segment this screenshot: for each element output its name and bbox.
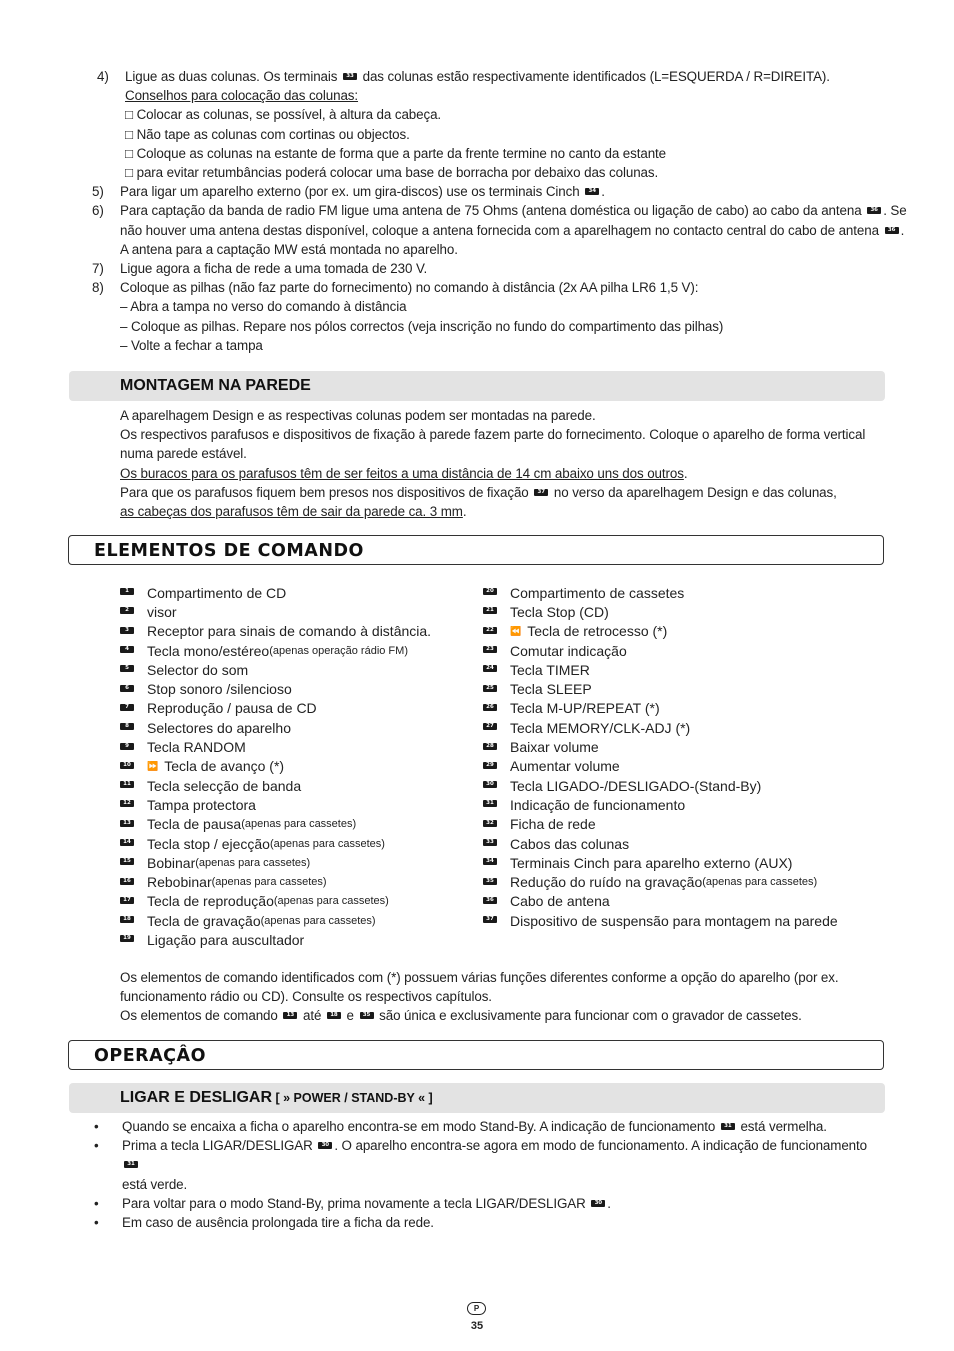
ref-badge: 33 [483, 839, 497, 846]
step-sub [120, 297, 912, 316]
text: Os elementos de comando [120, 1008, 282, 1024]
step-number: 4) [97, 69, 109, 84]
setup-step [92, 278, 912, 355]
punct: . [462, 504, 467, 520]
power-subheading [120, 1089, 433, 1107]
control-item [120, 679, 480, 698]
step-sub [125, 125, 912, 144]
ref-badge: 31 [483, 800, 497, 807]
control-item [483, 795, 883, 814]
ref-badge: 3 [120, 627, 134, 634]
control-item [120, 795, 480, 814]
step-number: 5) [92, 184, 104, 200]
step-number: 6) [92, 203, 104, 219]
text: Para que os parafusos fiquem bem presos nos dispositivos de fixação [120, 484, 533, 500]
control-label: Rebobinar [147, 874, 212, 891]
text: Em caso de ausência prolongada tire a ficha da rede. [122, 1215, 434, 1231]
punct: . [683, 465, 688, 481]
text-line [122, 1194, 882, 1213]
control-item [483, 602, 883, 621]
control-label: Tecla RANDOM [147, 739, 246, 756]
control-item [120, 815, 480, 834]
ref-badge: 37 [534, 489, 548, 496]
setup-step [92, 259, 912, 278]
control-label: Tecla de avanço (*) [164, 758, 285, 775]
step-body [120, 259, 912, 278]
control-label: Cabos das colunas [510, 835, 630, 852]
control-label: Tecla mono/estéreo [147, 642, 270, 659]
control-label: Redução do ruído na gravação [510, 874, 703, 891]
control-item [120, 737, 480, 756]
setup-step [92, 67, 912, 182]
ref-badge: 35 [360, 1012, 374, 1019]
control-note: (apenas para cassetes) [269, 837, 385, 850]
mount-text [120, 406, 880, 521]
ref-badge: 36 [885, 227, 899, 234]
step-sub-line: □ Colocar as colunas, se possível, à altura da cabeça. [125, 107, 442, 123]
ref-badge: 25 [483, 685, 497, 692]
ref-badge: 19 [120, 935, 134, 942]
ref-badge: 26 [483, 704, 497, 711]
ref-badge: 33 [343, 73, 357, 80]
step-body [120, 201, 912, 259]
control-label: Tampa protectora [147, 796, 256, 813]
controls-heading-bar [68, 535, 884, 565]
control-label: Tecla SLEEP [510, 681, 592, 698]
step-sub-line: – Volte a fechar a tampa [120, 337, 263, 353]
text: Ligue agora a ficha de rede a uma tomada de 230 V. [120, 261, 428, 277]
mount-line [120, 502, 880, 521]
ref-badge: 20 [483, 588, 497, 595]
text-line [122, 1175, 882, 1194]
control-label: Stop sonoro /silencioso [147, 681, 292, 698]
setup-step [92, 201, 912, 259]
control-item [120, 660, 480, 679]
ref-badge: 30 [318, 1142, 332, 1149]
step-sub [125, 144, 912, 163]
ref-badge: 27 [483, 723, 497, 730]
note-line: Os elementos de comando identificados com (*) possuem várias funções diferentes conforme a opção do aparelho (por ex. [120, 970, 839, 985]
control-item [483, 757, 883, 776]
control-item [483, 853, 883, 872]
note-line: funcionamento rádio ou CD). Consulte os respectivos capítulos. [120, 989, 492, 1005]
bullet-dot: • [94, 1195, 99, 1211]
control-item [120, 892, 480, 911]
step-sub-line: Conselhos para colocação das colunas: [125, 88, 359, 104]
controls-column-right [483, 583, 883, 930]
ref-badge: 8 [120, 723, 134, 730]
ref-badge: 13 [120, 820, 134, 827]
control-item [483, 583, 883, 602]
ref-badge: 17 [120, 897, 134, 904]
control-item [483, 834, 883, 853]
control-label: Bobinar [147, 854, 196, 871]
ref-badge: 37 [483, 916, 497, 923]
step-body [120, 182, 912, 201]
control-label: visor [147, 603, 177, 620]
step-sub [120, 317, 912, 336]
ref-badge: 11 [120, 781, 134, 788]
text: Para ligar um aparelho externo (por ex. um gira-discos) use os terminais Cinch [120, 184, 584, 200]
step-sub [120, 336, 912, 355]
control-item [483, 660, 883, 679]
control-label: Tecla LIGADO-/DESLIGADO-(Stand-By) [510, 777, 762, 794]
setup-steps [92, 67, 912, 355]
arrow-icon: ⏩ [147, 760, 159, 771]
text-line [120, 201, 912, 220]
step-sub-line: □ Coloque as colunas na estante de forma que a parte da frente termine no canto da estante [125, 145, 667, 161]
step-sub-line: – Coloque as pilhas. Repare nos pólos correctos (veja inscrição no fundo do compartimento das pilhas) [120, 318, 724, 334]
controls-note [120, 968, 880, 1026]
ref-badge: 31 [721, 1123, 735, 1130]
text: Para captação da banda de radio FM ligue uma antena de 75 Ohms (antena doméstica ou ligação de cabo) ao cabo da antena [120, 203, 866, 219]
mount-line: Os respectivos parafusos e dispositivos de fixação à parede fazem parte do fornecimento. Coloque o aparelho de forma vertical [120, 427, 866, 443]
subheading-text: LIGAR E DESLIGAR [120, 1089, 273, 1106]
ref-badge: 36 [867, 207, 881, 214]
note-line [120, 1006, 880, 1025]
page-number: 35 [470, 1320, 484, 1332]
ref-badge: 22 [483, 627, 497, 634]
text: está vermelha. [736, 1119, 827, 1134]
controls-heading: ELEMENTOS DE COMANDO [94, 541, 364, 561]
control-label: Compartimento de cassetes [510, 584, 685, 601]
mount-line [120, 464, 880, 483]
step-sub [125, 163, 912, 182]
control-item [483, 872, 883, 891]
setup-step [92, 182, 912, 201]
bullet-body [122, 1136, 882, 1194]
control-label: Compartimento de CD [147, 584, 287, 601]
ref-badge: 13 [283, 1012, 297, 1019]
control-label: Tecla stop / ejecção [147, 835, 270, 852]
control-label: Selector do som [147, 661, 249, 678]
step-sub-line: □ Não tape as colunas com cortinas ou objectos. [125, 126, 410, 142]
control-note: (apenas para cassetes) [260, 914, 376, 927]
control-item [483, 699, 883, 718]
text: e [342, 1008, 358, 1024]
control-label: Tecla M-UP/REPEAT (*) [510, 700, 660, 717]
control-label: Aumentar volume [510, 758, 620, 775]
control-label: Tecla Stop (CD) [510, 603, 609, 620]
control-label: Ligação para auscultador [147, 931, 305, 948]
text: não houver uma antena destas disponível, coloque a antena fornecida com a aparelhagem no contacto central do cabo de antena [120, 222, 883, 238]
control-note: (apenas para cassetes) [273, 895, 389, 908]
text: Coloque as pilhas (não faz parte do fornecimento) no comando à distância (2x AA pilha LR6 1,5 V): [120, 280, 699, 296]
text: . [900, 222, 905, 238]
arrow-icon: ⏪ [510, 625, 522, 636]
control-item [120, 872, 480, 891]
language-badge: P [467, 1302, 486, 1315]
control-item [483, 815, 883, 834]
control-label: Terminais Cinch para aparelho externo (AUX) [510, 854, 793, 871]
text: das colunas estão respectivamente identificados (L=ESQUERDA / R=DIREITA). [358, 69, 830, 84]
ref-badge: 32 [483, 820, 497, 827]
ref-badge: 21 [483, 607, 497, 614]
bullet-dot: • [94, 1119, 99, 1134]
control-item [120, 911, 480, 930]
ref-badge: 1 [120, 588, 134, 595]
operation-heading-bar [68, 1040, 884, 1070]
text: está verde. [122, 1176, 188, 1192]
text: Ligue as duas colunas. Os terminais [125, 69, 341, 84]
control-label: Tecla de retrocesso (*) [527, 623, 668, 640]
control-label: Tecla de pausa [147, 816, 242, 833]
control-note: (apenas para cassetes) [195, 856, 311, 869]
mount-line [120, 483, 880, 502]
control-label: Comutar indicação [510, 642, 627, 659]
control-item [120, 583, 480, 602]
step-sub [125, 86, 912, 105]
ref-badge: 16 [120, 878, 134, 885]
text-line [122, 1117, 882, 1136]
control-item [483, 737, 883, 756]
bullet-body [122, 1194, 882, 1213]
step-number: 8) [92, 280, 104, 296]
ref-badge: 34 [585, 188, 599, 195]
text: A antena para a captação MW está montada no aparelho. [120, 241, 458, 257]
text-line [122, 1213, 882, 1232]
ref-badge: 28 [483, 743, 497, 750]
control-item [120, 834, 480, 853]
ref-badge: 10 [120, 762, 134, 769]
control-item [120, 622, 480, 641]
text: . Se [883, 203, 907, 219]
control-item [483, 911, 883, 930]
power-bullets [92, 1117, 882, 1232]
ref-badge: 30 [483, 781, 497, 788]
text: são única e exclusivamente para funcionar com o gravador de cassetes. [375, 1008, 802, 1024]
control-label: Tecla selecção de banda [147, 777, 302, 794]
step-sub-line: □ para evitar retumbâncias poderá colocar uma base de borracha por debaixo das colunas. [125, 165, 659, 181]
ref-badge: 35 [483, 878, 497, 885]
step-body [125, 67, 912, 182]
step-sub-line: – Abra a tampa no verso do comando à distância [120, 299, 407, 315]
ref-badge: 30 [591, 1200, 605, 1207]
ref-badge: 14 [120, 839, 134, 846]
control-label: Dispositivo de suspensão para montagem na parede [510, 912, 838, 929]
ref-badge: 2 [120, 607, 134, 614]
operation-heading: OPERAÇÂO [94, 1046, 206, 1066]
ref-badge: 7 [120, 704, 134, 711]
ref-badge: 34 [483, 858, 497, 865]
control-label: Receptor para sinais de comando à distância. [147, 623, 432, 640]
control-item [120, 757, 480, 776]
bullet-body [122, 1213, 882, 1232]
control-item [483, 622, 883, 641]
ref-badge: 15 [120, 858, 134, 865]
control-label: Baixar volume [510, 739, 599, 756]
subheading-small: [ » POWER / STAND-BY « ] [272, 1091, 433, 1105]
text: até [299, 1008, 325, 1024]
text: no verso da aparelhagem Design e das colunas, [550, 484, 837, 500]
text-line [120, 221, 912, 240]
text: . [607, 1195, 611, 1211]
control-note: (apenas para cassetes) [211, 876, 327, 889]
control-label: Tecla MEMORY/CLK-ADJ (*) [510, 719, 691, 736]
ref-badge: 31 [124, 1161, 138, 1168]
underlined-text: Os buracos para os parafusos têm de ser feitos a uma distância de 14 cm abaixo uns dos outros [120, 465, 684, 481]
controls-column-left [120, 583, 480, 950]
text: . O aparelho encontra-se agora em modo de funcionamento. A indicação de funcionamento [334, 1138, 867, 1154]
text: Prima a tecla LIGAR/DESLIGAR [122, 1138, 317, 1154]
bullet-dot: • [94, 1138, 99, 1154]
control-label: Reprodução / pausa de CD [147, 700, 317, 717]
ref-badge: 23 [483, 646, 497, 653]
control-label: Cabo de antena [510, 893, 610, 910]
text: Para voltar para o modo Stand-By, prima novamente a tecla LIGAR/DESLIGAR [122, 1195, 590, 1211]
control-label: Selectores do aparelho [147, 719, 291, 736]
control-note: (apenas operação rádio FM) [269, 644, 408, 657]
text-line [122, 1136, 882, 1174]
control-label: Tecla de gravação [147, 912, 261, 929]
text-line [120, 278, 912, 297]
step-sub [125, 105, 912, 124]
text-line [120, 259, 912, 278]
mount-line: numa parede estável. [120, 446, 247, 462]
ref-badge: 12 [120, 800, 134, 807]
control-item [483, 679, 883, 698]
step-number: 7) [92, 261, 104, 277]
control-label: Tecla TIMER [510, 661, 590, 678]
text: Quando se encaixa a ficha o aparelho encontra-se em modo Stand-By. A indicação de funcionamento [122, 1119, 719, 1134]
control-item [120, 930, 480, 949]
control-label: Indicação de funcionamento [510, 796, 686, 813]
ref-badge: 24 [483, 665, 497, 672]
control-item [483, 641, 883, 660]
ref-badge: 4 [120, 646, 134, 653]
control-item [120, 776, 480, 795]
text-line [120, 182, 912, 201]
power-subheading-bar [69, 1083, 885, 1113]
mount-heading: MONTAGEM NA PAREDE [120, 377, 311, 394]
underlined-text: as cabeças dos parafusos têm de sair da parede ca. 3 mm [120, 504, 463, 520]
control-label: Tecla de reprodução [147, 893, 274, 910]
mount-heading-bar [69, 371, 885, 401]
ref-badge: 5 [120, 665, 134, 672]
ref-badge: 6 [120, 685, 134, 692]
step-body [120, 278, 912, 355]
control-item [483, 718, 883, 737]
control-item [120, 718, 480, 737]
bullet-item [92, 1213, 882, 1232]
text-line [125, 67, 912, 86]
ref-badge: 18 [120, 916, 134, 923]
control-note: (apenas para cassetes) [241, 818, 357, 831]
control-label: Ficha de rede [510, 816, 596, 833]
control-item [120, 853, 480, 872]
bullet-item [92, 1194, 882, 1213]
bullet-item [92, 1117, 882, 1136]
mount-line: A aparelhagem Design e as respectivas colunas podem ser montadas na parede. [120, 408, 596, 423]
ref-badge: 18 [327, 1012, 341, 1019]
text-line [120, 240, 912, 259]
control-item [120, 699, 480, 718]
bullet-body [122, 1117, 882, 1136]
control-note: (apenas para cassetes) [702, 876, 818, 889]
ref-badge: 29 [483, 762, 497, 769]
ref-badge: 36 [483, 897, 497, 904]
bullet-item [92, 1136, 882, 1194]
control-item [483, 776, 883, 795]
control-item [120, 602, 480, 621]
ref-badge: 9 [120, 743, 134, 750]
bullet-dot: • [94, 1215, 99, 1231]
text: . [601, 184, 605, 200]
control-item [483, 892, 883, 911]
control-item [120, 641, 480, 660]
